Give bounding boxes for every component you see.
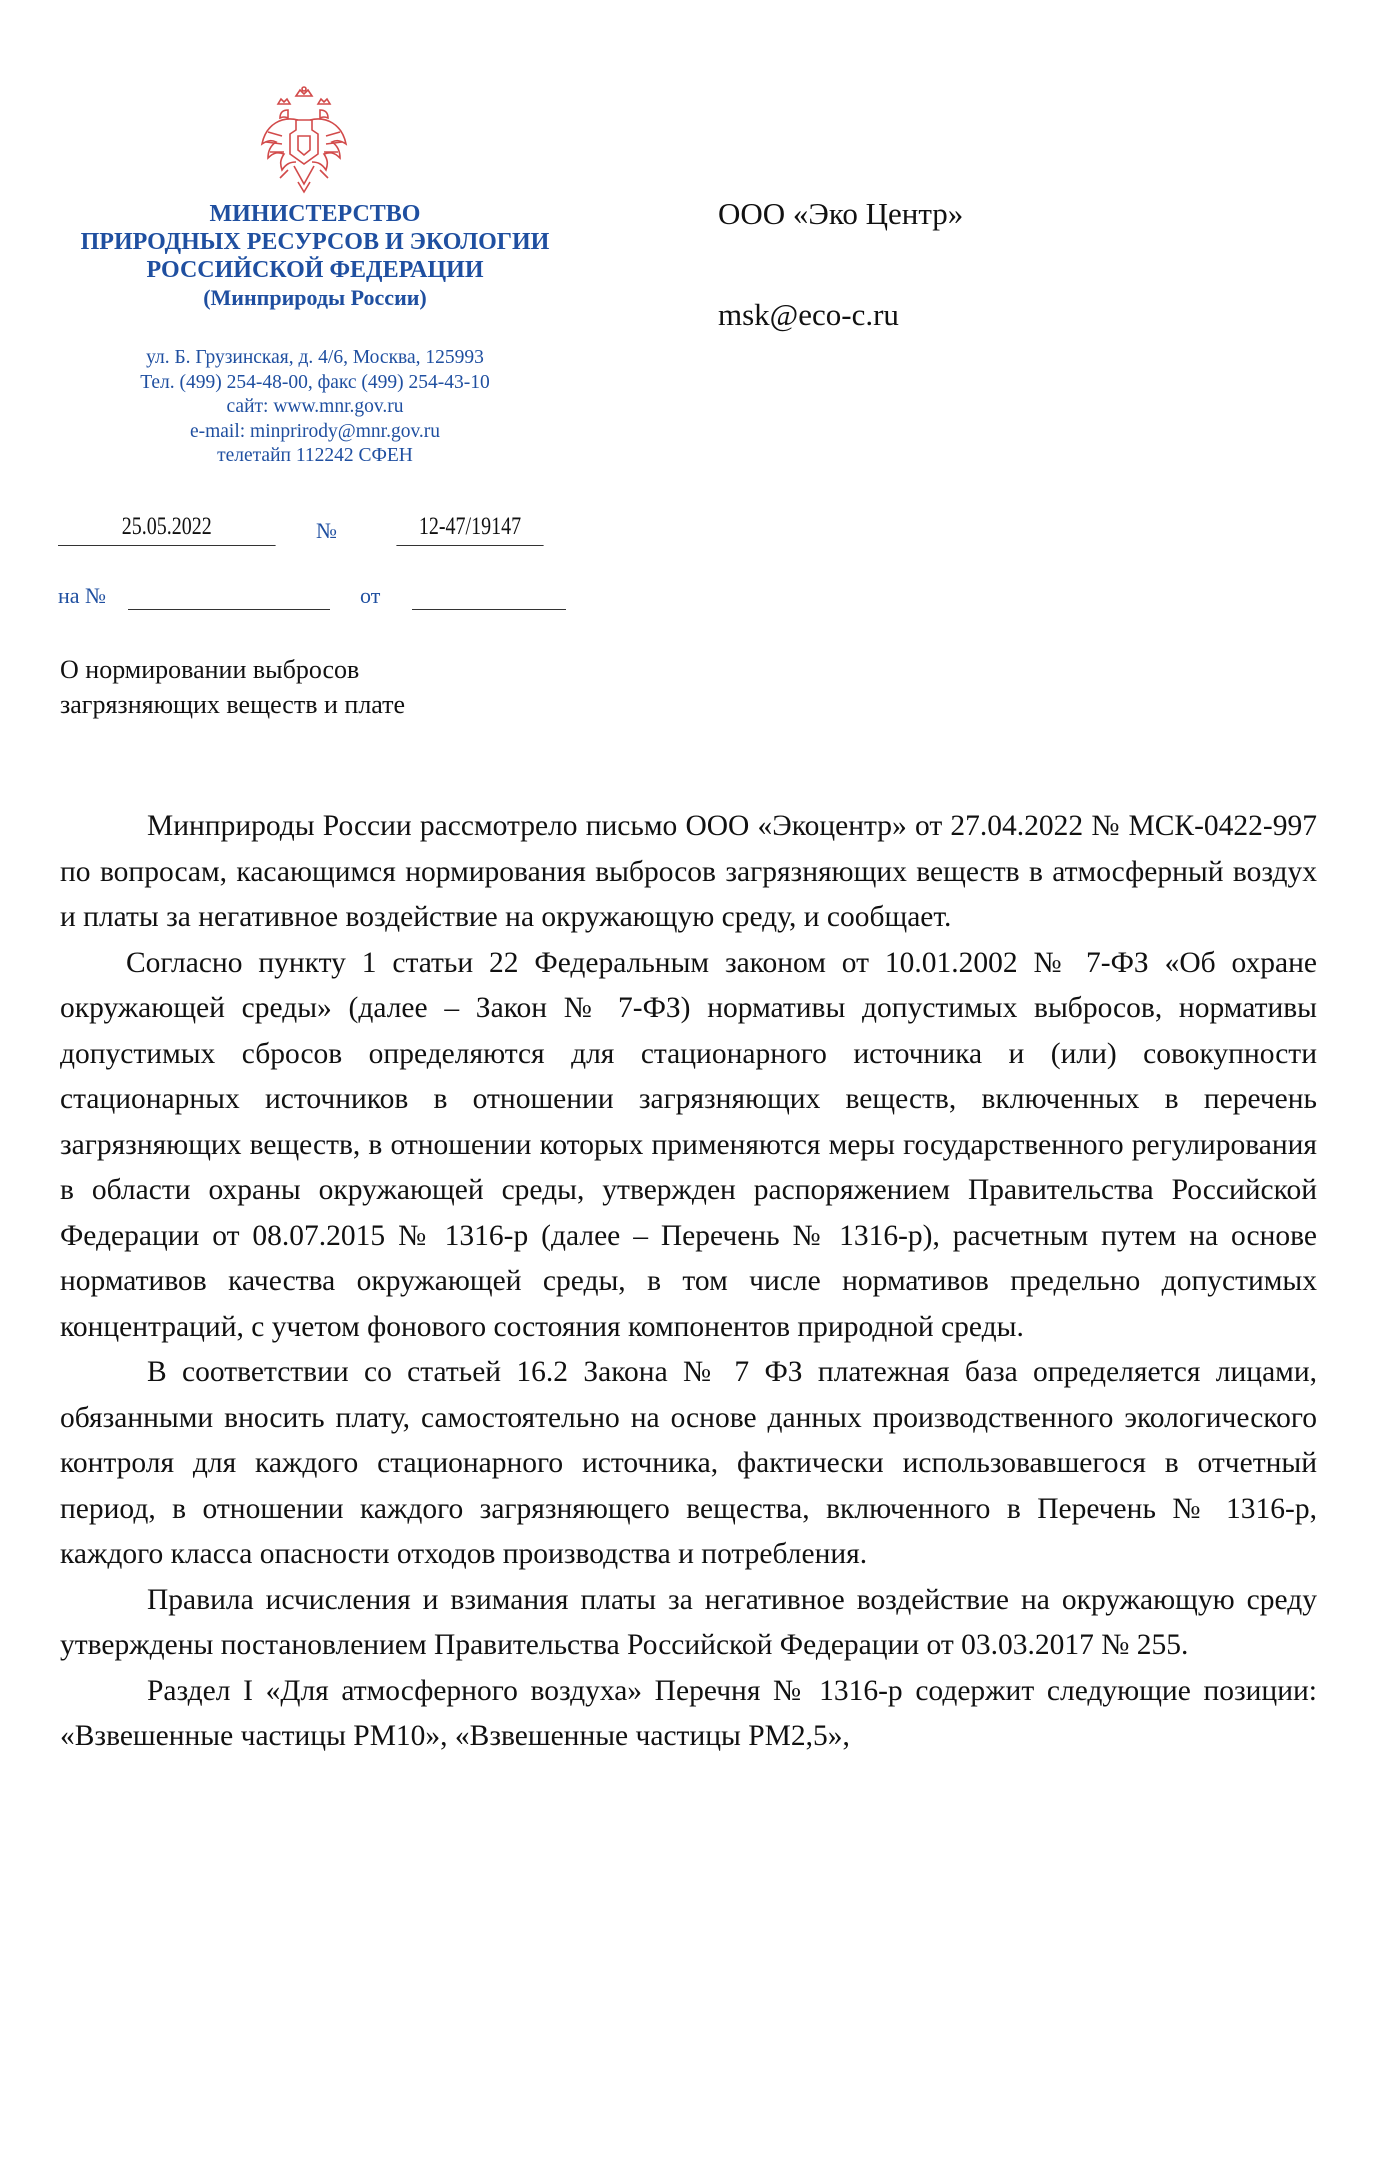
coat-of-arms-icon — [258, 86, 350, 198]
body-paragraph: Минприроды России рассмотрело письмо ООО «Экоцентр» от 27.04.2022 № МСК-0422-997 по вопросам, касающимся нормирования выбросов загрязняющих веществ в атмосферный воздух и платы за негативное воздействие на окружающую среду, и сообщает. — [60, 810, 1317, 933]
addressee-email: msk@eco-c.ru — [718, 297, 899, 332]
letter-body — [60, 804, 1317, 1760]
ministry-contacts — [60, 346, 570, 469]
reply-number-line — [128, 609, 330, 610]
contact-phone: Тел. (499) 254-48-00, факс (499) 254-43-10 — [140, 371, 490, 393]
number-sign: № — [316, 518, 337, 543]
ministry-short-name: (Минприроды России) — [203, 285, 427, 310]
ministry-line: ПРИРОДНЫХ РЕСУРСОВ И ЭКОЛОГИИ — [80, 229, 550, 255]
body-paragraph: Правила исчисления и взимания платы за негативное воздействие на окружающую среду утверждены постановлением Правительства Российской Федерации от 03.03.2017 № 255. — [60, 1583, 1317, 1661]
body-paragraph: Согласно пункту 1 статьи 22 Федеральным законом от 10.01.2002 № 7-ФЗ «Об охране окружающей среды» (далее – Закон № 7-ФЗ) нормативы допустимых выбросов, нормативы допустимых сбросов определяются для стационарного источника и (или) совокупности стационарных источников в отношении загрязняющих веществ, включенных в перечень загрязняющих веществ, в отношении которых применяются меры государственного регулирования в области охраны окружающей среды, утвержден распоряжением Правительства Российской Федерации от 08.07.2015 № 1316-р (далее – Перечень № 1316-р), расчетным путем на основе нормативов качества окружающей среды, в том числе нормативов предельно допустимых концентраций, с учетом фонового состояния компонентов природной среды. — [60, 946, 1317, 1343]
contact-teletype: телетайп 112242 СФЕН — [217, 445, 413, 466]
reply-from-label: от — [360, 583, 381, 608]
subject-line: загрязняющих веществ и плате — [60, 690, 406, 719]
reply-label: на № — [58, 583, 107, 608]
reply-date-line — [412, 609, 566, 610]
registration-number: 12-47/19147 — [396, 509, 543, 546]
letter-subject — [60, 652, 520, 722]
addressee-name: ООО «Эко Центр» — [718, 196, 964, 231]
ministry-line: МИНИСТЕРСТВО — [209, 201, 421, 227]
contact-email: e-mail: minprirody@mnr.gov.ru — [189, 420, 441, 442]
body-paragraph: В соответствии со статьей 16.2 Закона № 7 ФЗ платежная база определяется лицами, обязанными вносить плату, самостоятельно на основе данных производственного экологического контроля для каждого стационарного источника, фактически использовавшегося в отчетный период, в отношении каждого загрязняющего вещества, включенного в Перечень № 1316-р, каждого класса опасности отходов производства и потребления. — [60, 1356, 1317, 1570]
contact-site: сайт: www.mnr.gov.ru — [226, 396, 404, 417]
body-paragraph: Раздел I «Для атмосферного воздуха» Перечня № 1316-р содержит следующие позиции: «Взвешенные частицы PM10», «Взвешенные частицы PM2,5», — [60, 1674, 1317, 1752]
contact-address: ул. Б. Грузинская, д. 4/6, Москва, 125993 — [146, 347, 484, 368]
ministry-name — [60, 200, 570, 312]
ministry-line: РОССИЙСКОЙ ФЕДЕРАЦИИ — [146, 257, 484, 283]
subject-line: О нормировании выбросов — [60, 655, 360, 684]
registration-date: 25.05.2022 — [58, 509, 276, 546]
